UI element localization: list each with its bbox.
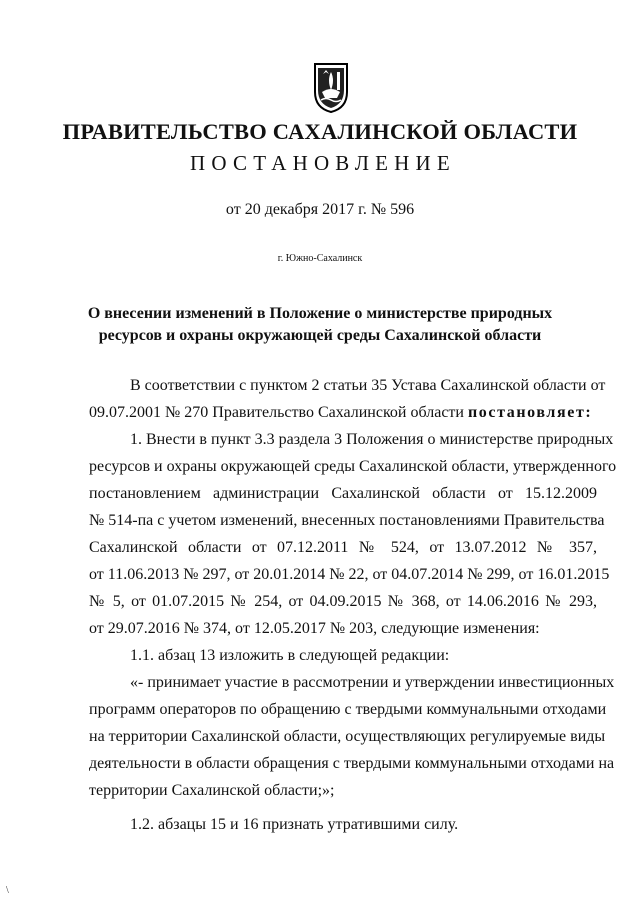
document-type: ПОСТАНОВЛЕНИЕ — [190, 151, 456, 175]
paragraph-line: В соответствии с пунктом 2 статьи 35 Устава Сахалинской области от — [130, 377, 606, 394]
paragraph-line: территории Сахалинской области;»; — [89, 782, 335, 799]
paragraph-line: № 514-па с учетом изменений, внесенных постановлениями Правительства — [89, 512, 605, 529]
paragraph-line: на территории Сахалинской области, осуществляющих регулируемые виды — [89, 728, 606, 745]
resolves-word: постановляет: — [467, 404, 593, 421]
paragraph-line: «- принимает участие в рассмотрении и утверждении инвестиционных — [130, 674, 615, 691]
paragraph-line: постановлением администрации Сахалинской области от 15.12.2009 — [89, 485, 597, 502]
coat-of-arms-icon — [313, 62, 349, 114]
paragraph-line: 1.1. абзац 13 изложить в следующей редакции: — [130, 647, 450, 664]
paragraph-line: деятельности в области обращения с твердыми коммунальными отходами на — [89, 755, 615, 772]
paragraph-line: программ операторов по обращению с твердыми коммунальными отходами — [89, 701, 607, 718]
date-and-number: от 20 декабря 2017 г. № 596 — [225, 201, 415, 218]
paragraph-line: 09.07.2001 № 270 Правительство Сахалинской области постановляет: — [89, 404, 593, 421]
subject-line-1: О внесении изменений в Положение о министерстве природных — [87, 305, 553, 322]
subject-line-2: ресурсов и охраны окружающей среды Сахалинской области — [98, 327, 542, 344]
paragraph-line: Сахалинской области от 07.12.2011 № 524, от 13.07.2012 № 357, — [89, 539, 597, 556]
paragraph-line: от 11.06.2013 № 297, от 20.01.2014 № 22, от 04.07.2014 № 299, от 16.01.2015 — [89, 566, 610, 583]
city-label: г. Южно-Сахалинск — [277, 253, 363, 264]
paragraph-line: 1. Внести в пункт 3.3 раздела 3 Положения о министерстве природных — [130, 431, 614, 448]
paragraph-line: от 29.07.2016 № 374, от 12.05.2017 № 203, следующие изменения: — [89, 620, 540, 637]
government-title: ПРАВИТЕЛЬСТВО САХАЛИНСКОЙ ОБЛАСТИ — [62, 119, 578, 144]
margin-mark: \ — [6, 885, 9, 896]
paragraph-line: ресурсов и охраны окружающей среды Сахалинской области, утвержденного — [89, 458, 617, 475]
paragraph-line: 1.2. абзацы 15 и 16 признать утратившими силу. — [130, 816, 459, 833]
paragraph-line: № 5, от 01.07.2015 № 254, от 04.09.2015 № 368, от 14.06.2016 № 293, — [89, 593, 597, 610]
